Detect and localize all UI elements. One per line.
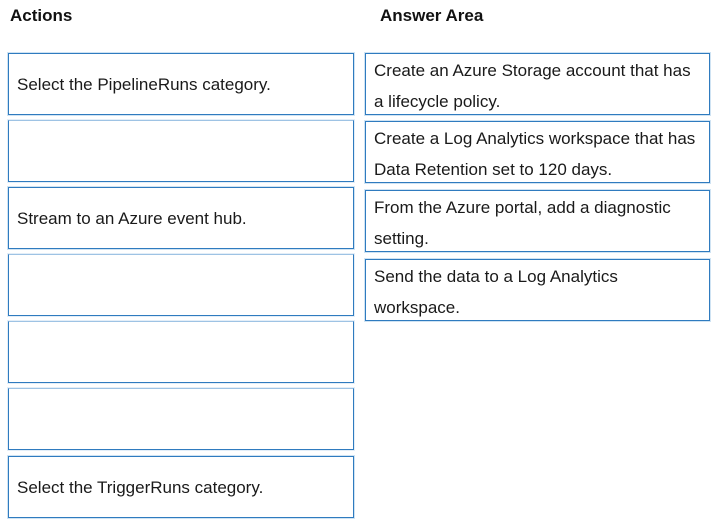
action-slot-empty[interactable] — [8, 321, 354, 383]
answer-item-diagnostic-setting[interactable] — [365, 190, 710, 252]
action-item-triggerruns[interactable] — [8, 456, 354, 518]
action-item-label: Stream to an Azure event hub. — [17, 208, 247, 228]
actions-heading: Actions — [10, 6, 73, 25]
action-slot-empty[interactable] — [8, 254, 354, 316]
answer-item-storage-account[interactable] — [365, 53, 710, 115]
answer-item-label: Send the data to a Log Analytics workspace. — [374, 267, 618, 317]
answer-item-log-analytics-workspace[interactable] — [365, 121, 710, 183]
answer-item-send-to-log-analytics[interactable] — [365, 259, 710, 321]
action-item-label: Select the TriggerRuns category. — [17, 477, 264, 497]
action-item-event-hub[interactable] — [8, 187, 354, 249]
answer-item-label: From the Azure portal, add a diagnostic setting. — [374, 198, 671, 248]
answer-area-heading: Answer Area — [380, 6, 484, 25]
answer-item-label: Create an Azure Storage account that has a lifecycle policy. — [374, 61, 691, 111]
action-slot-empty[interactable] — [8, 120, 354, 182]
action-slot-empty[interactable] — [8, 388, 354, 450]
answer-item-label: Create a Log Analytics workspace that has Data Retention set to 120 days. — [374, 129, 696, 179]
action-item-label: Select the PipelineRuns category. — [17, 74, 271, 94]
action-item-pipelineruns[interactable] — [8, 53, 354, 115]
